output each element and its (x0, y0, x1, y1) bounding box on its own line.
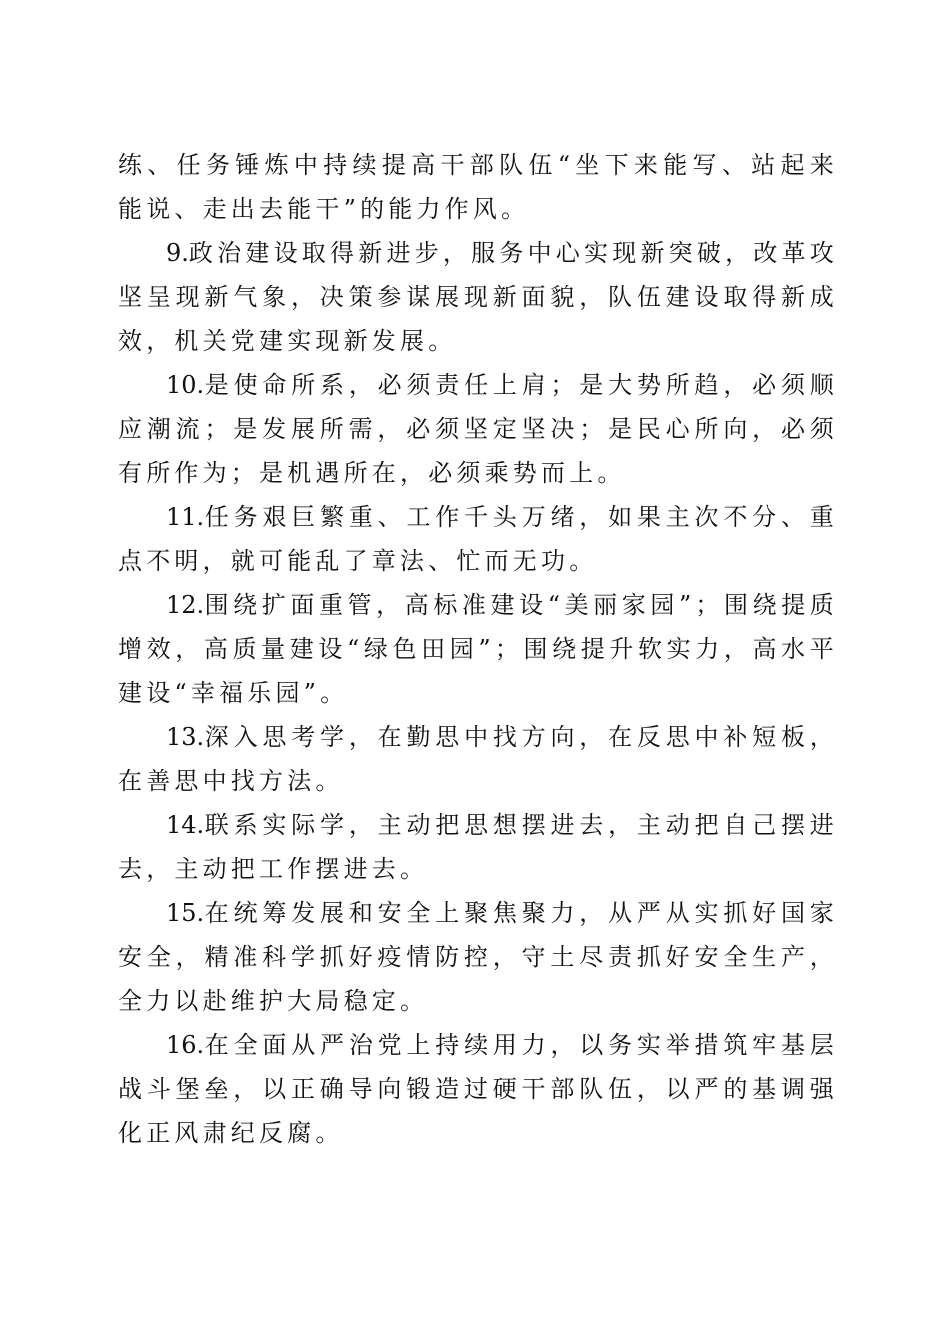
paragraph-item-13 (118, 715, 838, 803)
paragraph-text: 在全面从严治党上持续用力，以务实举措筑牢基层战斗堡垒，以正确导向锻造过硬干部队伍，以严的基调强化正风肃纪反腐。 (118, 1031, 838, 1147)
paragraph-item-12 (118, 583, 838, 715)
paragraph-text: 政治建设取得新进步，服务中心实现新突破，改革攻坚呈现新气象，决策参谋展现新面貌，队伍建设取得新成效，机关党建实现新发展。 (118, 239, 838, 355)
paragraph-item-11 (118, 495, 838, 583)
paragraph-number: 10. (166, 371, 205, 399)
paragraph-item-14 (118, 803, 838, 891)
paragraph-text: 联系实际学，主动把思想摆进去，主动把自己摆进去，主动把工作摆进去。 (118, 811, 838, 883)
paragraph-text: 深入思考学，在勤思中找方向，在反思中补短板，在善思中找方法。 (118, 723, 838, 795)
paragraph-number: 13. (166, 723, 205, 751)
paragraph-text: 练、任务锤炼中持续提高干部队伍“坐下来能写、站起来能说、走出去能干”的能力作风。 (118, 151, 838, 223)
paragraph-item-16 (118, 1023, 838, 1155)
paragraph-continuation (118, 143, 838, 231)
paragraph-number: 9. (166, 239, 189, 267)
document-body (118, 143, 838, 1155)
paragraph-item-10 (118, 363, 838, 495)
paragraph-number: 15. (166, 899, 205, 927)
paragraph-text: 任务艰巨繁重、工作千头万绪，如果主次不分、重点不明，就可能乱了章法、忙而无功。 (118, 503, 838, 575)
paragraph-number: 16. (166, 1031, 205, 1059)
paragraph-item-15 (118, 891, 838, 1023)
paragraph-text: 围绕扩面重管，高标准建设“美丽家园”；围绕提质增效，高质量建设“绿色田园”；围绕提升软实力，高水平建设“幸福乐园”。 (118, 591, 838, 707)
paragraph-number: 14. (166, 811, 205, 839)
paragraph-item-9 (118, 231, 838, 363)
paragraph-text: 在统筹发展和安全上聚焦聚力，从严从实抓好国家安全，精准科学抓好疫情防控，守土尽责抓好安全生产，全力以赴维护大局稳定。 (118, 899, 838, 1015)
paragraph-number: 11. (166, 503, 205, 531)
paragraph-number: 12. (166, 591, 205, 619)
paragraph-text: 是使命所系，必须责任上肩；是大势所趋，必须顺应潮流；是发展所需，必须坚定坚决；是民心所向，必须有所作为；是机遇所在，必须乘势而上。 (118, 371, 838, 487)
